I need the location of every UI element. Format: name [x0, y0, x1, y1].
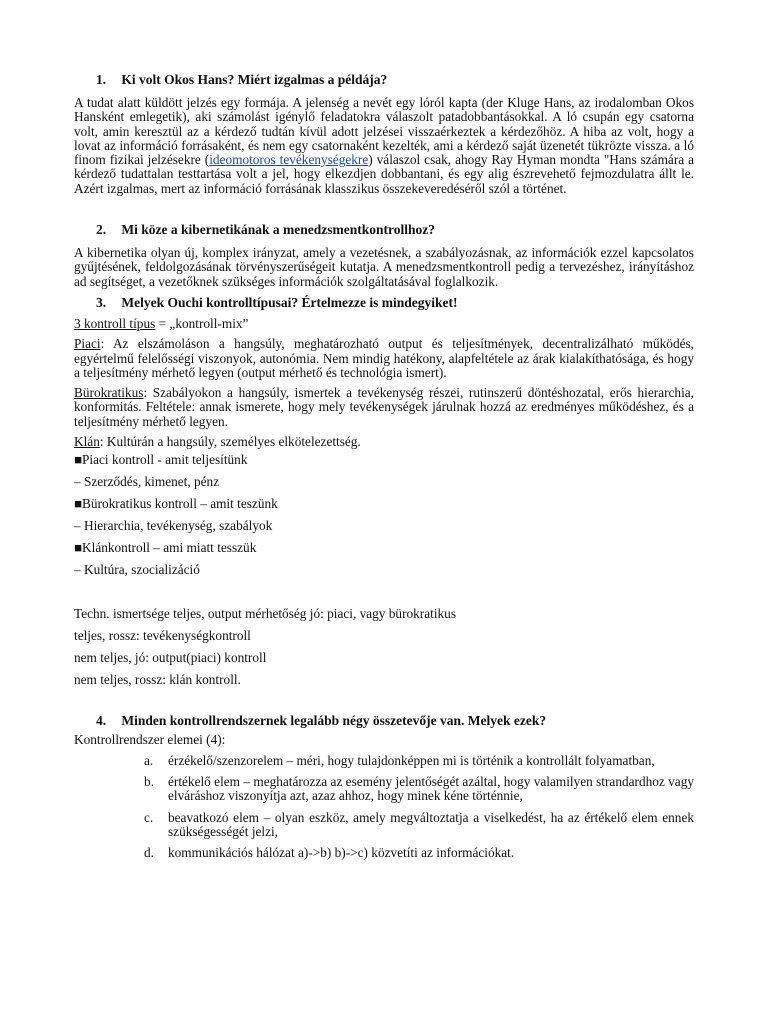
tech-line: nem teljes, jó: output(piaci) kontroll — [74, 650, 267, 666]
burokratikus-label: Bürokratikus — [74, 385, 144, 401]
list-item — [144, 811, 694, 840]
list-item-text: beavatkozó elem – olyan eszköz, amely megváltoztatja a viselkedést, ha az értékelő elem ennek szükségességét jelzi, — [168, 809, 694, 839]
question-4-heading — [74, 713, 694, 729]
control-system-elements-list — [74, 754, 694, 861]
list-item-text: érzékelő/szenzorelem – méri, hogy tulajdonképpen mi is történik a kontrollált folyamatban, — [168, 752, 655, 768]
question-3-number: 3. — [96, 294, 107, 310]
question-4-title: Minden kontrollrendszernek legalább négy összetevője van. Melyek ezek? — [121, 713, 547, 729]
question-1-title: Ki volt Okos Hans? Miért izgalmas a példája? — [121, 72, 388, 87]
piaci-text: : Az elszámoláson a hangsúly, meghatározható output és teljesítmények, decentralizálható működés, egyértelmű felelősségi viszonyok, autonómia. Nem mindig hatékony, alapfeltétele az árak kialakíthatósága, és hogy a teljesítmény mérhető legyen (output mérhető és technológia ismert). — [74, 336, 694, 380]
klan-label: Klán — [74, 434, 100, 450]
control-mix-rest: = „kontroll-mix” — [155, 315, 249, 331]
question-1-heading — [74, 72, 694, 88]
tech-line: teljes, rossz: tevékenységkontroll — [74, 628, 251, 644]
answer-1-text-after: ) válaszol csak, ahogy Ray Hyman mondta "Hans számára a kérdező tudattalan testtartása volt a jel, hogy elkezdjen dobbantani, és egy alig észrevehető fejmozdulatra állt le. Azért izgalmas, mert az információ forrásának klasszikus összekeveredéséről szól a történet. — [74, 152, 695, 196]
control-type-list — [74, 449, 694, 581]
control-system-intro: Kontrollrendszer elemei (4): — [74, 732, 226, 748]
list-item-text: értékelő elem – meghatározza az esemény jelentőségét azáltal, hogy valamilyen strandardhoz vagy elváráshoz viszonyítja azt, azaz ahhoz, hogy minek kéne történnie, — [168, 773, 694, 804]
question-1-number: 1. — [96, 72, 107, 87]
list-line: – Szerződés, kimenet, pénz — [74, 474, 220, 490]
list-line: ■Piaci kontroll - amit teljesítünk — [74, 452, 248, 468]
list-line: ■Bürokratikus kontroll – amit teszünk — [74, 496, 278, 512]
technology-list — [74, 603, 694, 691]
tech-line: Techn. ismertsége teljes, output mérhetőség jó: piaci, vagy bürokratikus — [74, 606, 456, 622]
list-item — [144, 754, 694, 768]
answer-2-paragraph: A kibernetika olyan új, komplex irányzat, amely a vezetésnek, a szabályozásnak, az információk ezzel kapcsolatos gyűjtésének, feldolgozásának törvényszerűségeit kutatja. A menedzsmentkontroll pedig a tervezéshez, irányításhoz ad segítséget, a vezetőknek szükséges információk szolgáltatásával foglalkozik. — [74, 245, 694, 289]
burokratikus-paragraph — [74, 386, 694, 429]
list-marker: c. — [144, 809, 154, 825]
list-marker: d. — [144, 845, 154, 861]
question-2-number: 2. — [96, 222, 107, 238]
control-mix-underlined: 3 kontroll típus — [74, 315, 156, 331]
list-marker: b. — [144, 773, 154, 789]
control-mix-line — [74, 317, 694, 331]
list-line: – Kultúra, szocializáció — [74, 562, 200, 578]
list-item — [144, 846, 694, 860]
question-2-heading — [74, 222, 694, 238]
tech-line: nem teljes, rossz: klán kontroll. — [74, 672, 241, 688]
answer-1-paragraph — [74, 96, 694, 196]
question-3-title: Melyek Ouchi kontrolltípusai? Értelmezze is mindegyiket! — [121, 294, 458, 310]
piaci-paragraph — [74, 337, 694, 380]
list-item-text: kommunikációs hálózat a)->b) b)->c) közvetíti az információkat. — [168, 845, 515, 861]
ideomotor-link[interactable]: ideomotoros tevékenységekre — [209, 152, 369, 168]
question-4-number: 4. — [96, 713, 107, 729]
question-2-title: Mi köze a kibernetikának a menedzsmentkontrollhoz? — [121, 222, 435, 238]
answer-1-text-before: A tudat alatt küldött jelzés egy formája. A jelenség a nevét egy lóról kapta (der Kluge Hans, az irodalomban Okos Hansként emlegetik), aki számolást igénylő feladatokra válaszolt patadobbantásokkal. A ló csupán egy csatorna volt, amin keresztül az a kérdező tudtán kívül adott jelzései visszaérkeztek a kérdezőhöz. A hiba az volt, hogy a lovat az információ forrásaként, és nem egy csatornaként kezelték, ami a kérdező saját üzenetét tükrözte vissza. a ló finom fizikai jelzésekre ( — [74, 95, 694, 168]
burokratikus-text: : Szabályokon a hangsúly, ismertek a tevékenység részei, rutinszerű döntéshozatal, erős hierarchia, konformitás. Feltétele: annak ismerete, hogy mely tevékenységek járulnak hozzá az eredményes működéshez, és a teljesítmény mérhető legyen. — [74, 385, 694, 429]
list-item — [144, 775, 694, 804]
list-line: ■Klánkontroll – ami miatt tesszük — [74, 540, 257, 556]
klan-text: : Kultúrán a hangsúly, személyes elkötelezettség. — [99, 434, 361, 450]
piaci-label: Piaci — [74, 336, 101, 352]
question-3-heading — [74, 295, 694, 311]
list-line: – Hierarchia, tevékenység, szabályok — [74, 518, 273, 534]
list-marker: a. — [144, 752, 154, 768]
klan-paragraph — [74, 435, 694, 449]
